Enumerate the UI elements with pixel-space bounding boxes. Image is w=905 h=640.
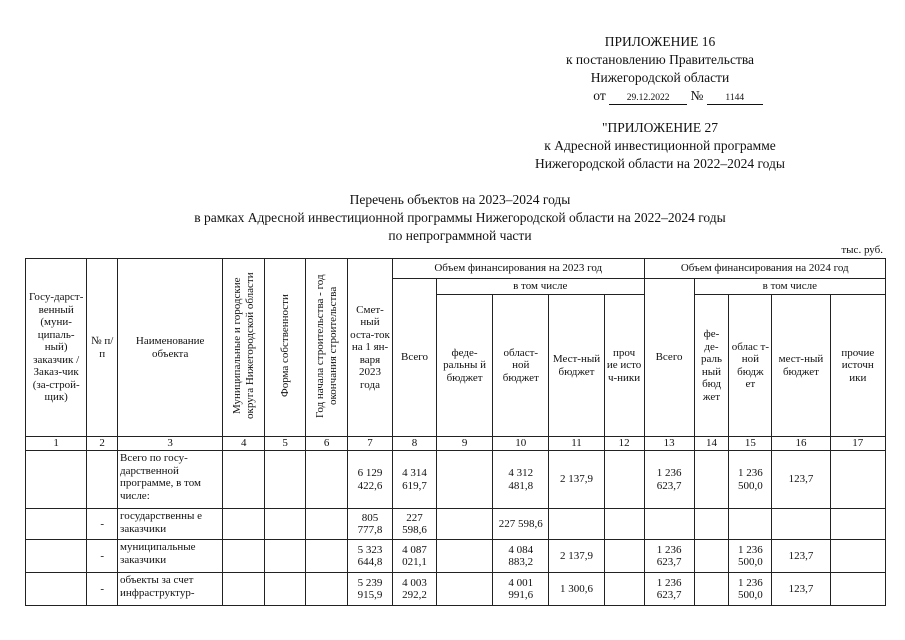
row-federal-2024	[694, 540, 729, 573]
row-total-2024	[644, 509, 694, 540]
header-including-2024: в том числе	[694, 279, 885, 295]
row-local-2023: 1 300,6	[549, 573, 604, 606]
col-num: 11	[549, 437, 604, 451]
row-local-2023: 2 137,9	[549, 540, 604, 573]
row-total-2024: 1 236 623,7	[644, 451, 694, 509]
row-local-2023: 2 137,9	[549, 451, 604, 509]
row-other-2024	[830, 540, 885, 573]
col-num: 16	[772, 437, 830, 451]
header-local-2024: мест-ный бюджет	[772, 295, 830, 437]
region-line: Нижегородской области	[590, 70, 730, 85]
row-federal-2023	[436, 573, 492, 606]
row-other-2023	[604, 573, 644, 606]
row-other-2024	[830, 573, 885, 606]
appendix-27-block	[505, 119, 815, 173]
table-row	[26, 540, 886, 573]
from-label: от	[593, 88, 606, 103]
header-municipality	[223, 259, 265, 437]
row-regional-2024	[729, 509, 772, 540]
row-number	[87, 451, 118, 509]
row-number: -	[87, 573, 118, 606]
row-object-name: Всего по госу-дарственной программе, в том числе:	[118, 451, 223, 509]
row-other-2024	[830, 509, 885, 540]
col-num: 5	[265, 437, 306, 451]
header-local-2023: Мест-ный бюджет	[549, 295, 604, 437]
table-row	[26, 451, 886, 509]
row-federal-2024	[694, 451, 729, 509]
row-object-name: объекты за счет инфраструктур-	[118, 573, 223, 606]
row-total-2024: 1 236 623,7	[644, 573, 694, 606]
header-federal-2023: феде-ральны й бюджет	[436, 295, 492, 437]
row-regional-2024: 1 236 500,0	[729, 451, 772, 509]
document-title	[120, 191, 800, 245]
header-other-2024: прочие источн ики	[830, 295, 885, 437]
col-num: 7	[348, 437, 393, 451]
col-num: 10	[493, 437, 549, 451]
row-estimated-balance: 5 239 915,9	[348, 573, 393, 606]
row-regional-2023: 4 312 481,8	[493, 451, 549, 509]
row-other-2024	[830, 451, 885, 509]
row-other-2023	[604, 451, 644, 509]
header-other-2023: проч ие исто ч-ники	[604, 295, 644, 437]
col-num: 14	[694, 437, 729, 451]
row-local-2024: 123,7	[772, 573, 830, 606]
header-total-2024: Всего	[644, 279, 694, 437]
header-number: № п/п	[87, 259, 118, 437]
row-regional-2023: 227 598,6	[493, 509, 549, 540]
header-financing-2024: Объем финансирования на 2024 год	[644, 259, 885, 279]
col-num: 3	[118, 437, 223, 451]
decree-line: к постановлению Правительства	[565, 52, 755, 67]
decree-date: 29.12.2022	[609, 92, 687, 105]
header-ownership-text: Форма собственности	[278, 294, 291, 398]
row-number: -	[87, 540, 118, 573]
header-ownership	[265, 259, 306, 437]
header-regional-2024: облас т-ной бюдж ет	[729, 295, 772, 437]
col-num: 17	[830, 437, 885, 451]
row-regional-2024: 1 236 500,0	[729, 573, 772, 606]
header-customer: Госу-дарст-венный (муни-ципаль-ный) заказчик / Заказ-чик (за-строй-щик)	[26, 259, 87, 437]
col-num: 9	[436, 437, 492, 451]
row-estimated-balance: 5 323 644,8	[348, 540, 393, 573]
row-object-name: государственны е заказчики	[118, 509, 223, 540]
decree-number: 1144	[707, 92, 763, 105]
number-label: №	[690, 88, 704, 103]
row-total-2024: 1 236 623,7	[644, 540, 694, 573]
appendix-16-title: ПРИЛОЖЕНИЕ 16	[604, 34, 716, 49]
row-regional-2023: 4 084 883,2	[493, 540, 549, 573]
col-num: 15	[729, 437, 772, 451]
title-line-3: по непрограммной части	[388, 228, 532, 243]
row-federal-2023	[436, 451, 492, 509]
row-total-2023: 4 087 021,1	[393, 540, 437, 573]
row-regional-2024: 1 236 500,0	[729, 540, 772, 573]
row-estimated-balance: 6 129 422,6	[348, 451, 393, 509]
header-row-1	[26, 259, 886, 279]
table-row	[26, 573, 886, 606]
header-estimated-balance: Смет-ный оста-ток на 1 ян-варя 2023 года	[348, 259, 393, 437]
header-federal-2024: фе-де-раль ный бюд жет	[694, 295, 729, 437]
table-row	[26, 509, 886, 540]
row-regional-2023: 4 001 991,6	[493, 573, 549, 606]
header-total-2023: Всего	[393, 279, 437, 437]
title-line-1: Перечень объектов на 2023–2024 годы	[349, 192, 571, 207]
row-local-2024: 123,7	[772, 451, 830, 509]
row-total-2023: 4 314 619,7	[393, 451, 437, 509]
col-num: 6	[306, 437, 348, 451]
header-years	[306, 259, 348, 437]
header-financing-2023: Объем финансирования на 2023 год	[393, 259, 645, 279]
row-local-2024	[772, 509, 830, 540]
row-object-name: муниципальные заказчики	[118, 540, 223, 573]
date-number-line	[556, 87, 800, 105]
header-years-text: Год начала строительства - год окончания строительства	[313, 273, 339, 418]
row-number: -	[87, 509, 118, 540]
column-numbers-row	[26, 437, 886, 451]
appendix-27-title: "ПРИЛОЖЕНИЕ 27	[601, 120, 719, 135]
col-num: 8	[393, 437, 437, 451]
objects-table	[25, 258, 886, 606]
col-num: 2	[87, 437, 118, 451]
row-other-2023	[604, 509, 644, 540]
col-num: 4	[223, 437, 265, 451]
appendix-16-block	[520, 33, 800, 105]
header-including-2023: в том числе	[436, 279, 644, 295]
row-estimated-balance: 805 777,8	[348, 509, 393, 540]
header-municipality-text: Муниципальные и городские округа Нижегородской области	[230, 272, 256, 420]
appendix-27-line1: к Адресной инвестиционной программе	[544, 138, 776, 153]
col-num: 12	[604, 437, 644, 451]
row-federal-2023	[436, 509, 492, 540]
row-total-2023: 4 003 292,2	[393, 573, 437, 606]
header-object-name: Наименование объекта	[118, 259, 223, 437]
unit-label: тыс. руб.	[841, 244, 883, 256]
col-num: 13	[644, 437, 694, 451]
row-total-2023: 227 598,6	[393, 509, 437, 540]
row-local-2024: 123,7	[772, 540, 830, 573]
row-federal-2024	[694, 509, 729, 540]
row-other-2023	[604, 540, 644, 573]
col-num: 1	[26, 437, 87, 451]
header-regional-2023: област-ной бюджет	[493, 295, 549, 437]
title-line-2: в рамках Адресной инвестиционной программы Нижегородской области на 2022–2024 годы	[194, 210, 726, 225]
row-local-2023	[549, 509, 604, 540]
row-federal-2024	[694, 573, 729, 606]
row-federal-2023	[436, 540, 492, 573]
appendix-27-line2: Нижегородской области на 2022–2024 годы	[535, 156, 785, 171]
